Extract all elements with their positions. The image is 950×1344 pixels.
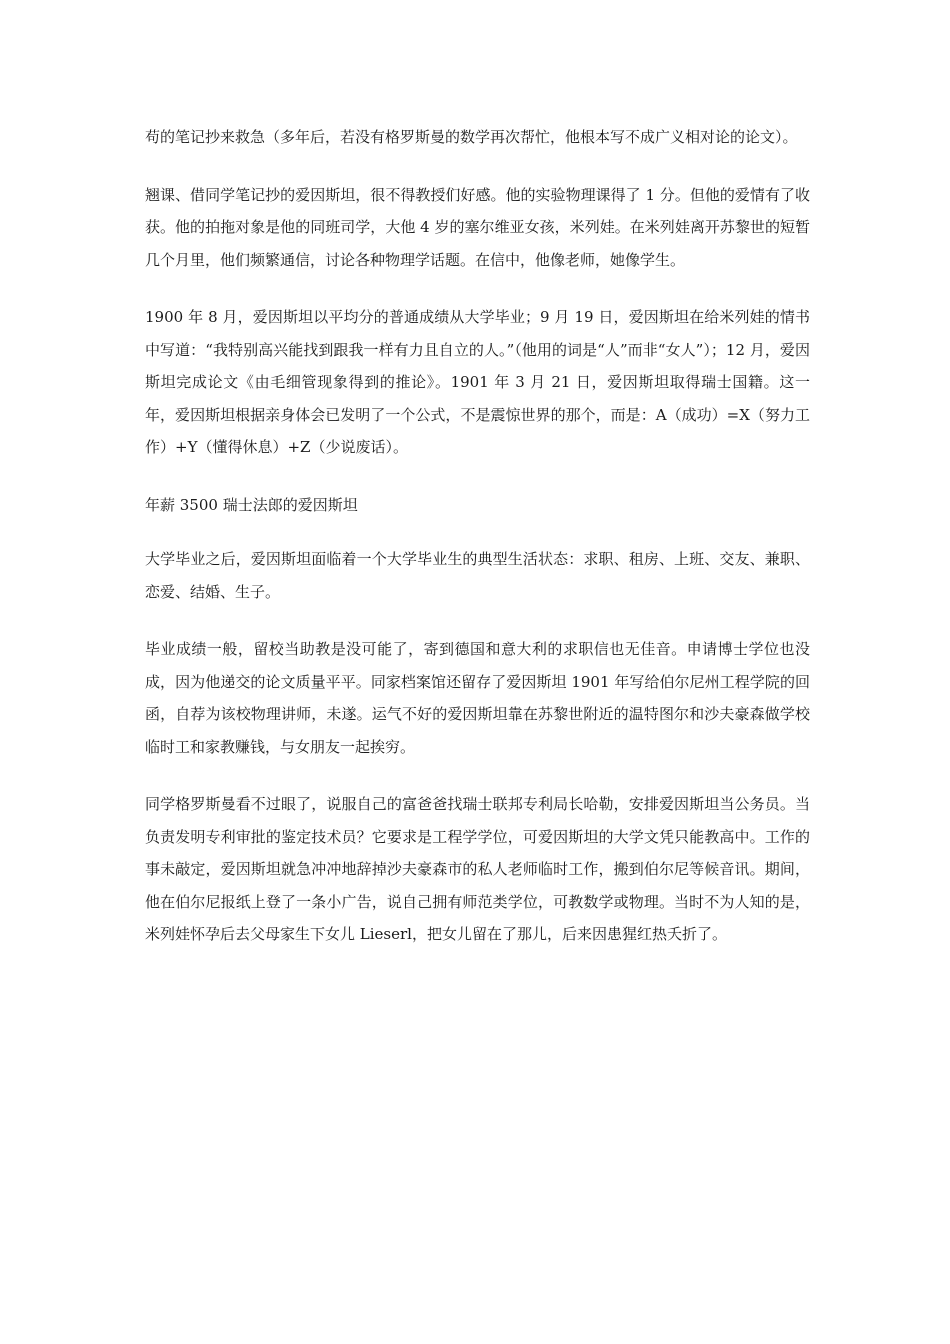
section-heading: 年薪 3500 瑞士法郎的爱因斯坦 [145,495,358,514]
paragraph-6: 同学格罗斯曼看不过眼了，说服自己的富爸爸找瑞士联邦专利局长哈勒，安排爱因斯坦当公务员。当负责发明专利审批的鉴定技术员？它要求是工程学学位，可爱因斯坦的大学文凭只能教高中。工作的事未敲定，爱因斯坦就急冲冲地辞掉沙夫豪森市的私人老师临时工作，搬到伯尔尼等候音讯。期间，他在伯尔尼报纸上登了一条小广告，说自己拥有师范类学位，可教数学或物理。当时不为人知的是，米列娃怀孕后去父母家生下女儿 Lieserl，把女儿留在了那儿，后来因患猩红热夭折了。 [145,795,810,943]
paragraph-1: 苟的笔记抄来救急（多年后，若没有格罗斯曼的数学再次帮忙，他根本写不成广义相对论的论文）。 [145,128,798,146]
paragraph-2: 翘课、借同学笔记抄的爱因斯坦，很不得教授们好感。他的实验物理课得了 1 分。但他的爱情有了收获。他的拍拖对象是他的同班司学，大他 4 岁的塞尔维亚女孩，米列娃。在米列娃离开苏黎世的短暂几个月里，他们频繁通信，讨论各种物理学话题。在信中，他像老师，她像学生。 [145,185,810,269]
paragraph-3: 1900 年 8 月，爱因斯坦以平均分的普通成绩从大学毕业；9 月 19 日，爱因斯坦在给米列娃的情书中写道：“我特别高兴能找到跟我一样有力且自立的人。”（他用的词是“人”而非“女人”）；12 月，爱因斯坦完成论文《由毛细管现象得到的推论》。1901 年 3 月 21 日，爱因斯坦取得瑞士国籍。这一年，爱因斯坦根据亲身体会已发明了一个公式，不是震惊世界的那个，而是：A（成功）=X（努力工作）+Y（懂得休息）+Z（少说废话）。 [145,308,810,456]
paragraph-4: 大学毕业之后，爱因斯坦面临着一个大学毕业生的典型生活状态：求职、租房、上班、交友、兼职、恋爱、结婚、生子。 [145,550,810,601]
paragraph-5: 毕业成绩一般，留校当助教是没可能了，寄到德国和意大利的求职信也无佳音。申请博士学位也没成，因为他递交的论文质量平平。同家档案馆还留存了爱因斯坦 1901 年写给伯尔尼州工程学院的回函，自荐为该校物理讲师，未遂。运气不好的爱因斯坦靠在苏黎世附近的温特图尔和沙夫豪森做学校临时工和家教赚钱，与女朋友一起挨穷。 [145,640,810,756]
document-page [145,121,810,976]
